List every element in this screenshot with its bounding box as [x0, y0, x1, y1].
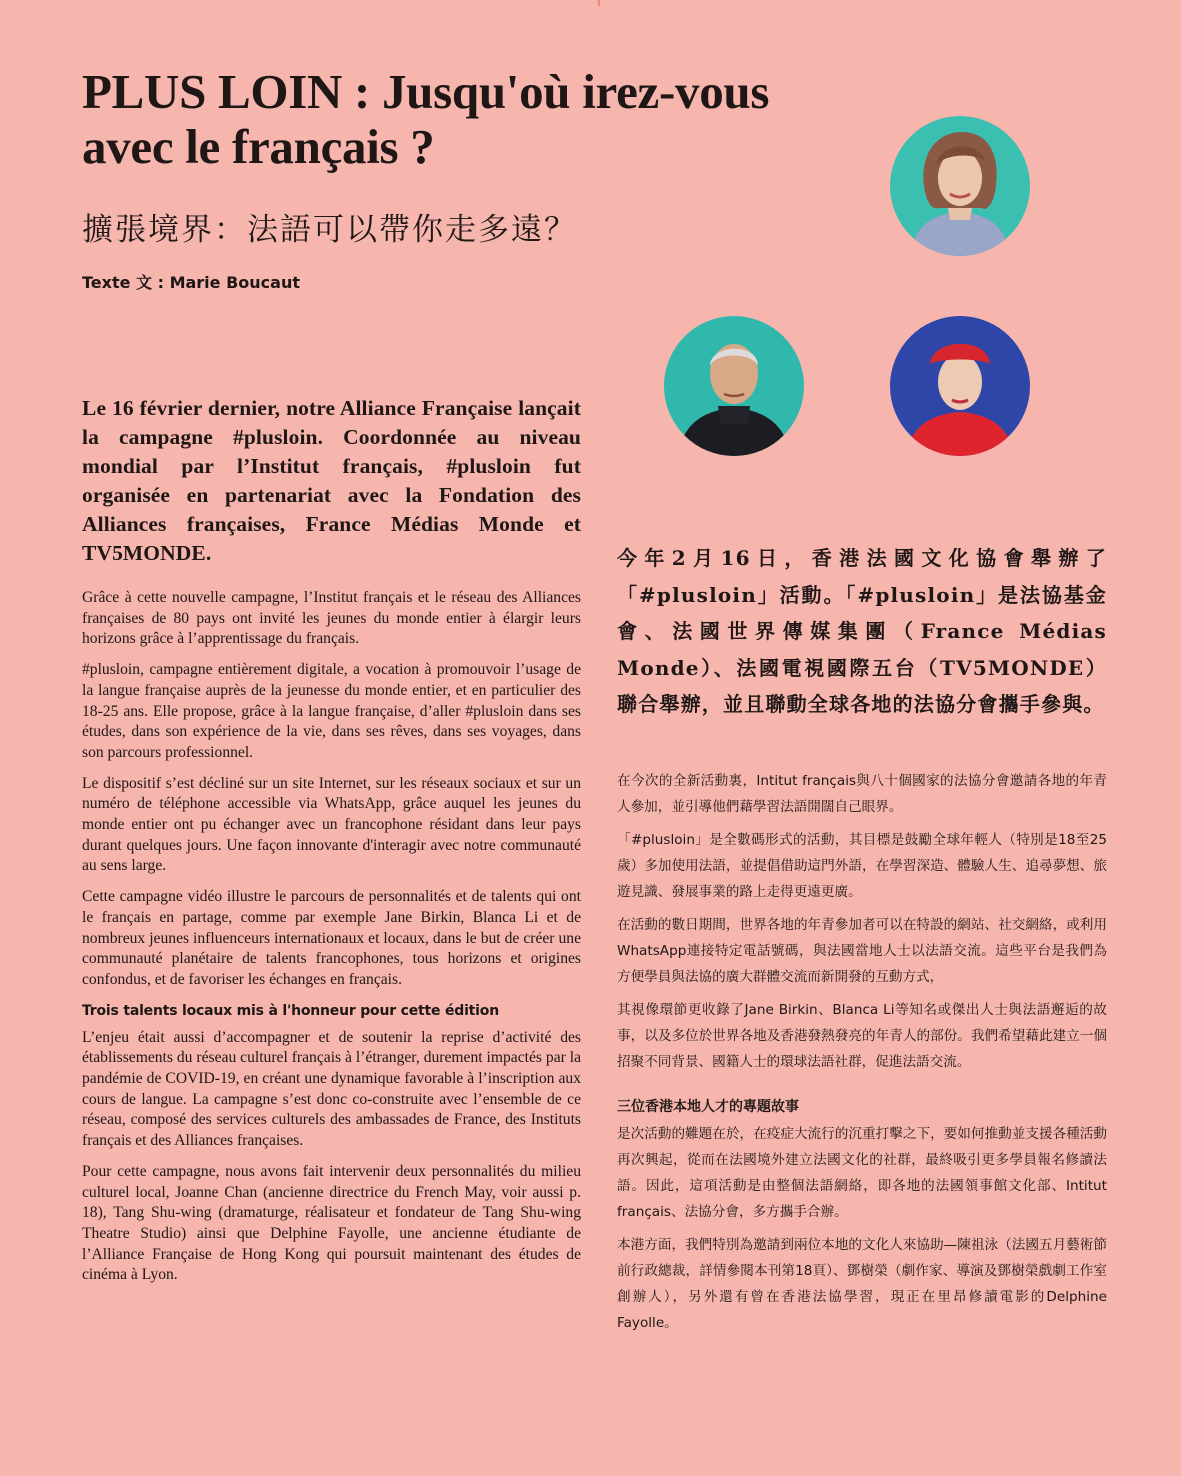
french-paragraph: #plusloin, campagne entièrement digitale, a vocation à promouvoir l’usage de la langue française auprès de la jeunesse du monde entier, et en particulier des 18-25 ans. Elle propose, grâce à la langue française, d’aller #plusloin dans ses études, dans son expérience de la vie, dans ses rêves, dans ses voyages, dans son parcours professionnel.: [82, 661, 581, 761]
portrait-man-turquoise-photo: [664, 316, 804, 456]
french-body: [82, 588, 581, 1296]
french-paragraph: Pour cette campagne, nous avons fait intervenir deux personnalités du milieu culturel local, Joanne Chan (ancienne directrice du French May, voir aussi p. 18), Tang Shu-wing (dramaturge, réalisateur et fondateur de Tang Shu-wing Theatre Studio) ainsi que Delphine Fayolle, une ancienne étudiante de l’Alliance Française de Hong Kong qui poursuit maintenant des études de cinéma à Lyon.: [82, 1162, 581, 1284]
chinese-section-heading: 三位香港本地人才的專題故事: [617, 1099, 799, 1115]
french-paragraph: Le dispositif s’est décliné sur un site Internet, sur les réseaux sociaux et sur un numéro de téléphone accessible via WhatsApp, grâce auquel les jeunes du monde entier ont pu échanger avec un francophone résidant dans leur pays durant quelques jours. Une façon innovante d'interagir avec notre communauté au sens large.: [82, 774, 581, 875]
french-paragraph: Grâce à cette nouvelle campagne, l’Institut français et le réseau des Alliances françaises de 80 pays ont invité les jeunes du monde entier à élargir leurs horizons grâce à l’apprentissage du français.: [82, 589, 581, 648]
chinese-paragraph: 是次活動的難題在於，在疫症大流行的沉重打擊之下，要如何推動並支援各種活動再次興起，從而在法國境外建立法國文化的社群，最終吸引更多學員報名修讀法語。因此，這項活動是由整個法語網絡，即各地的法國領事館文化部、Intitut français、法協分會，多方攜手合辦。: [617, 1126, 1107, 1220]
page-top-mark: [598, 0, 600, 6]
french-lead-paragraph: Le 16 février dernier, notre Alliance Française lançait la campagne #plusloin. Coordonnée au niveau mondial par l’Institut français, #plusloin fut organisée en partenariat avec la Fondation des Alliances françaises, France Médias Monde et TV5MONDE.: [82, 396, 581, 565]
french-section-heading: Trois talents locaux mis à l'honneur pour cette édition: [82, 1002, 499, 1019]
chinese-paragraph: 在活動的數日期間，世界各地的年青參加者可以在特設的網站、社交網絡，或利用WhatsApp連接特定電話號碼，與法國當地人士以法語交流。這些平台是我們為方便學員與法協的廣大群體交流而新開發的互動方式，: [617, 917, 1107, 985]
chinese-body: [617, 768, 1107, 1343]
chinese-paragraph: 在今次的全新活動裏，Intitut français與八十個國家的法協分會邀請各地的年青人參加，並引導他們藉學習法語開闊自己眼界。: [617, 773, 1107, 815]
chinese-lead-paragraph: 今年2月16日，香港法國文化協會舉辦了「#plusloin」活動。「#plusloin」是法協基金會、法國世界傳媒集團（France Médias Monde）、法國電視國際五台（TV5MONDE）聯合舉辦，並且聯動全球各地的法協分會攜手參與。: [617, 546, 1107, 716]
portrait-woman-blue-photo: [890, 316, 1030, 456]
page-title: PLUS LOIN : Jusqu'où irez-vous avec le français ?: [82, 64, 770, 174]
chinese-subtitle: 擴張境界：法語可以帶你走多遠？: [82, 212, 577, 248]
chinese-paragraph: 其視像環節更收錄了Jane Birkin、Blanca Li等知名或傑出人士與法語邂逅的故事，以及多位於世界各地及香港發熱發亮的年青人的部份。我們希望藉此建立一個招聚不同背景、國籍人士的環球法語社群，促進法語交流。: [617, 1002, 1107, 1070]
french-paragraph: L’enjeu était aussi d’accompagner et de soutenir la reprise d’activité des établissements du réseau culturel français à l’étranger, durement impactés par la pandémie de COVID-19, en créant une dynamique favorable à l’inscription aux cours de langue. La campagne s’est donc co-construite avec l’ensemble de ce réseau, composé des services culturels des ambassades de France, des Instituts français et des Alliances françaises.: [82, 1028, 581, 1150]
chinese-paragraph: 「#plusloin」是全數碼形式的活動，其目標是鼓勵全球年輕人（特別是18至25歲）多加使用法語，並提倡借助這門外語，在學習深造、體驗人生、追尋夢想、旅遊見識、發展事業的路上走得更遠更廣。: [617, 832, 1107, 900]
author-byline: Texte 文 : Marie Boucaut: [82, 273, 300, 292]
portrait-woman-turquoise-photo: [890, 116, 1030, 256]
french-paragraph: Cette campagne vidéo illustre le parcours de personnalités et de talents qui ont le français en partage, comme par exemple Jane Birkin, Blanca Li et de nombreux jeunes influenceurs internationaux et locaux, dans le but de créer une communauté planétaire de talents francophones, tous horizons et origines confondus, et de favoriser les échanges en français.: [82, 888, 581, 988]
chinese-paragraph: 本港方面，我們特別為邀請到兩位本地的文化人來協助—陳祖泳（法國五月藝術節前行政總裁，詳情參閱本刊第18頁）、鄧樹榮（劇作家、導演及鄧樹榮戲劇工作室創辦人），另外還有曾在香港法協學習，現正在里昂修讀電影的Delphine Fayolle。: [617, 1237, 1107, 1331]
